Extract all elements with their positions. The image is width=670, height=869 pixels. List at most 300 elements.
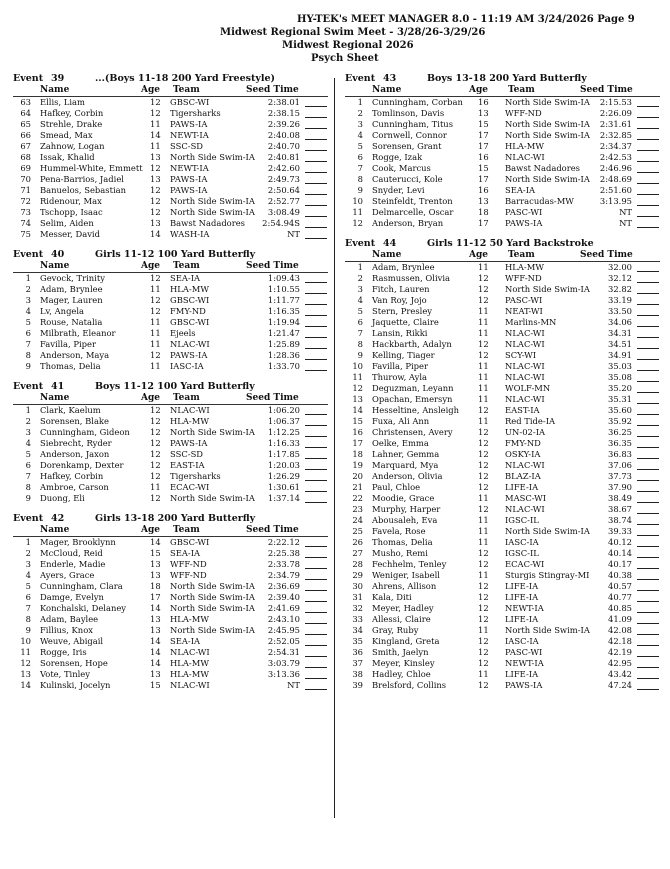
swimmer-age: 12 bbox=[150, 471, 161, 481]
swimmer-age: 12 bbox=[478, 295, 489, 305]
event-number: 44 bbox=[383, 238, 397, 249]
swimmer-team: NEWT-IA bbox=[505, 603, 544, 613]
swimmer-age: 17 bbox=[478, 218, 489, 228]
seed-time: 47.24 bbox=[608, 680, 632, 690]
result-blank-line bbox=[637, 108, 659, 118]
result-blank-line bbox=[305, 273, 327, 283]
seed-rank: 3 bbox=[357, 119, 363, 129]
result-blank-line bbox=[637, 130, 659, 140]
swimmer-name: Fitch, Lauren bbox=[372, 284, 430, 294]
swimmer-name: Fechhelm, Tenley bbox=[372, 559, 447, 569]
table-row bbox=[345, 218, 660, 229]
swimmer-team: North Side Swim-IA bbox=[170, 581, 255, 591]
header-age: Age bbox=[469, 85, 489, 95]
seed-rank: 26 bbox=[352, 537, 363, 547]
event-label: Event bbox=[13, 73, 44, 84]
seed-time: 38.49 bbox=[608, 493, 632, 503]
seed-time: 42.18 bbox=[608, 636, 632, 646]
seed-rank: 1 bbox=[25, 537, 31, 547]
result-blank-line bbox=[305, 295, 327, 305]
seed-time: NT bbox=[287, 229, 300, 239]
result-blank-line bbox=[305, 559, 327, 569]
swimmer-age: 12 bbox=[478, 438, 489, 448]
seed-time: 37.73 bbox=[608, 471, 632, 481]
table-row bbox=[13, 581, 328, 592]
swimmer-team: OSKY-IA bbox=[505, 449, 541, 459]
seed-rank: 35 bbox=[352, 636, 363, 646]
table-row bbox=[345, 207, 660, 218]
swimmer-team: PAWS-IA bbox=[170, 119, 208, 129]
result-blank-line bbox=[637, 405, 659, 415]
swimmer-team: North Side Swim-IA bbox=[170, 603, 255, 613]
seed-rank: 37 bbox=[352, 658, 363, 668]
seed-time: 35.08 bbox=[608, 372, 632, 382]
swimmer-team: NLAC-WI bbox=[170, 339, 210, 349]
seed-rank: 12 bbox=[352, 383, 363, 393]
swimmer-name: Kulinski, Jocelyn bbox=[40, 680, 111, 690]
swimmer-age: 13 bbox=[150, 559, 161, 569]
result-blank-line bbox=[637, 460, 659, 470]
header-age: Age bbox=[469, 250, 489, 260]
swimmer-team: LIFE-IA bbox=[505, 482, 539, 492]
swimmer-team: North Side Swim-IA bbox=[170, 625, 255, 635]
swimmer-age: 13 bbox=[150, 174, 161, 184]
swimmer-name: Ayers, Grace bbox=[40, 570, 95, 580]
swimmer-team: WFF-ND bbox=[505, 108, 542, 118]
left-column bbox=[13, 72, 328, 699]
swimmer-team: BLAZ-IA bbox=[505, 471, 541, 481]
swimmer-name: Lahner, Gemma bbox=[372, 449, 440, 459]
swimmer-team: NEWT-IA bbox=[170, 163, 209, 173]
swimmer-team: HLA-MW bbox=[170, 416, 209, 426]
swimmer-name: Hafkey, Corbin bbox=[40, 108, 104, 118]
seed-rank: 34 bbox=[352, 625, 363, 635]
swimmer-name: Konchalski, Delaney bbox=[40, 603, 127, 613]
seed-rank: 69 bbox=[20, 163, 31, 173]
swimmer-age: 17 bbox=[150, 592, 161, 602]
seed-rank: 32 bbox=[352, 603, 363, 613]
swimmer-team: North Side Swim-IA bbox=[170, 196, 255, 206]
seed-time: 41.09 bbox=[608, 614, 632, 624]
table-row bbox=[13, 471, 328, 482]
header-team: Team bbox=[508, 85, 535, 95]
swimmer-team: Tigersharks bbox=[170, 108, 221, 118]
seed-time: 2:48.69 bbox=[599, 174, 632, 184]
swimmer-team: IGSC-IL bbox=[505, 515, 539, 525]
swimmer-age: 12 bbox=[150, 493, 161, 503]
event-name: Boys 13-18 200 Yard Butterfly bbox=[427, 73, 587, 84]
result-blank-line bbox=[637, 427, 659, 437]
swimmer-name: Rasmussen, Olivia bbox=[372, 273, 451, 283]
seed-rank: 14 bbox=[352, 405, 363, 415]
result-blank-line bbox=[637, 196, 659, 206]
swimmer-team: North Side Swim-IA bbox=[505, 130, 590, 140]
swimmer-name: Anderson, Maya bbox=[40, 350, 110, 360]
table-row bbox=[13, 218, 328, 229]
header-team: Team bbox=[173, 261, 200, 271]
swimmer-team: MASC-WI bbox=[505, 493, 547, 503]
result-blank-line bbox=[637, 284, 659, 294]
swimmer-name: Kala, Diti bbox=[372, 592, 412, 602]
seed-time: 40.14 bbox=[608, 548, 632, 558]
swimmer-age: 11 bbox=[150, 339, 161, 349]
seed-rank: 7 bbox=[25, 603, 31, 613]
table-row bbox=[345, 152, 660, 163]
swimmer-age: 11 bbox=[478, 328, 489, 338]
seed-rank: 24 bbox=[352, 515, 363, 525]
seed-time: 42.19 bbox=[608, 647, 632, 657]
seed-time: 33.50 bbox=[608, 306, 632, 316]
swimmer-name: Fuxa, Ali Ann bbox=[372, 416, 430, 426]
swimmer-team: PAWS-IA bbox=[505, 680, 543, 690]
result-blank-line bbox=[637, 152, 659, 162]
table-row bbox=[13, 174, 328, 185]
swimmer-team: Marlins-MN bbox=[505, 317, 557, 327]
swimmer-age: 12 bbox=[150, 306, 161, 316]
swimmer-name: Murphy, Harper bbox=[372, 504, 441, 514]
swimmer-age: 12 bbox=[478, 482, 489, 492]
swimmer-name: Favilla, Piper bbox=[372, 361, 428, 371]
seed-rank: 9 bbox=[25, 361, 31, 371]
table-row bbox=[13, 636, 328, 647]
result-blank-line bbox=[637, 438, 659, 448]
swimmer-team: PAWS-IA bbox=[170, 350, 208, 360]
swimmer-name: Rogge, Izak bbox=[372, 152, 423, 162]
swimmer-team: SSC-SD bbox=[170, 449, 204, 459]
seed-rank: 31 bbox=[352, 592, 363, 602]
header-seed-time: Seed Time bbox=[246, 525, 299, 535]
table-row bbox=[13, 185, 328, 196]
seed-time: 37.06 bbox=[608, 460, 632, 470]
swimmer-age: 12 bbox=[150, 295, 161, 305]
seed-time: 2:34.79 bbox=[267, 570, 300, 580]
event-number: 42 bbox=[51, 513, 65, 524]
seed-rank: 12 bbox=[20, 658, 31, 668]
result-blank-line bbox=[305, 603, 327, 613]
seed-rank: 5 bbox=[357, 306, 363, 316]
table-row bbox=[345, 526, 660, 537]
result-blank-line bbox=[637, 625, 659, 635]
seed-time: 2:50.64 bbox=[267, 185, 300, 195]
result-blank-line bbox=[305, 460, 327, 470]
result-blank-line bbox=[637, 306, 659, 316]
result-blank-line bbox=[305, 306, 327, 316]
table-row bbox=[13, 97, 328, 108]
seed-rank: 8 bbox=[25, 614, 31, 624]
seed-rank: 20 bbox=[352, 471, 363, 481]
seed-rank: 2 bbox=[357, 108, 363, 118]
swimmer-name: Gray, Ruby bbox=[372, 625, 419, 635]
swimmer-team: NLAC-WI bbox=[170, 647, 210, 657]
seed-time: NT bbox=[619, 207, 632, 217]
swimmer-name: Tschopp, Isaac bbox=[40, 207, 103, 217]
result-blank-line bbox=[637, 614, 659, 624]
swimmer-age: 11 bbox=[478, 625, 489, 635]
table-row bbox=[13, 680, 328, 691]
seed-rank: 3 bbox=[25, 427, 31, 437]
seed-time: 1:37.14 bbox=[267, 493, 300, 503]
header-name: Name bbox=[372, 250, 402, 260]
seed-time: 2:46.96 bbox=[599, 163, 632, 173]
event-title bbox=[13, 248, 328, 261]
document-title: Psych Sheet bbox=[311, 53, 379, 64]
seed-time: 2:31.61 bbox=[599, 119, 632, 129]
seed-time: 3:13.95 bbox=[599, 196, 632, 206]
seed-rank: 9 bbox=[357, 185, 363, 195]
swimmer-name: Meyer, Kinsley bbox=[372, 658, 435, 668]
result-blank-line bbox=[637, 669, 659, 679]
swimmer-team: North Side Swim-IA bbox=[505, 526, 590, 536]
result-blank-line bbox=[637, 515, 659, 525]
swimmer-team: LIFE-IA bbox=[505, 581, 539, 591]
seed-rank: 4 bbox=[25, 570, 31, 580]
table-row bbox=[13, 328, 328, 339]
swimmer-name: Gevock, Trinity bbox=[40, 273, 105, 283]
seed-time: 40.77 bbox=[608, 592, 632, 602]
swimmer-team: NLAC-WI bbox=[505, 372, 545, 382]
swimmer-team: GBSC-WI bbox=[170, 317, 210, 327]
seed-time: 2:52.05 bbox=[267, 636, 300, 646]
table-row bbox=[345, 636, 660, 647]
seed-time: 2:42.60 bbox=[267, 163, 300, 173]
result-blank-line bbox=[305, 636, 327, 646]
seed-rank: 74 bbox=[20, 218, 31, 228]
seed-time: 2:15.53 bbox=[599, 97, 632, 107]
swimmer-team: PAWS-IA bbox=[170, 438, 208, 448]
swimmer-team: Sturgis Stingray-MI bbox=[505, 570, 590, 580]
seed-rank: 4 bbox=[25, 306, 31, 316]
swimmer-team: WOLF-MN bbox=[505, 383, 551, 393]
seed-time: 2:26.09 bbox=[599, 108, 632, 118]
event-section bbox=[13, 512, 328, 691]
table-row bbox=[345, 592, 660, 603]
seed-time: 35.60 bbox=[608, 405, 632, 415]
swimmer-age: 16 bbox=[478, 97, 489, 107]
seed-time: 3:08.49 bbox=[267, 207, 300, 217]
result-blank-line bbox=[305, 493, 327, 503]
table-row bbox=[13, 229, 328, 240]
swimmer-age: 12 bbox=[150, 196, 161, 206]
swimmer-age: 11 bbox=[150, 361, 161, 371]
seed-rank: 13 bbox=[20, 669, 31, 679]
swimmer-team: LIFE-IA bbox=[505, 669, 539, 679]
swimmer-age: 12 bbox=[478, 614, 489, 624]
seed-rank: 3 bbox=[25, 559, 31, 569]
result-blank-line bbox=[637, 537, 659, 547]
swimmer-age: 12 bbox=[478, 471, 489, 481]
swimmer-age: 11 bbox=[150, 284, 161, 294]
swimmer-name: Vote, Tinley bbox=[40, 669, 90, 679]
result-blank-line bbox=[305, 185, 327, 195]
table-row bbox=[13, 669, 328, 680]
table-row bbox=[345, 471, 660, 482]
seed-rank: 1 bbox=[357, 262, 363, 272]
swimmer-name: Pena-Barrios, Jadiel bbox=[40, 174, 124, 184]
seed-rank: 7 bbox=[25, 339, 31, 349]
swimmer-team: HLA-MW bbox=[170, 284, 209, 294]
swimmer-team: NLAC-WI bbox=[505, 460, 545, 470]
swimmer-name: Musho, Remi bbox=[372, 548, 428, 558]
event-number: 40 bbox=[51, 249, 65, 260]
swimmer-name: Ridenour, Max bbox=[40, 196, 102, 206]
result-blank-line bbox=[305, 339, 327, 349]
seed-rank: 3 bbox=[357, 284, 363, 294]
seed-rank: 6 bbox=[25, 592, 31, 602]
swimmer-age: 12 bbox=[478, 460, 489, 470]
seed-time: 36.83 bbox=[608, 449, 632, 459]
event-number: 43 bbox=[383, 73, 397, 84]
seed-rank: 3 bbox=[25, 295, 31, 305]
table-row bbox=[345, 273, 660, 284]
result-blank-line bbox=[305, 130, 327, 140]
swimmer-team: PAWS-IA bbox=[170, 185, 208, 195]
swimmer-team: NLAC-WI bbox=[505, 339, 545, 349]
swimmer-name: Christensen, Avery bbox=[372, 427, 453, 437]
seed-time: NT bbox=[287, 680, 300, 690]
swimmer-age: 11 bbox=[478, 361, 489, 371]
swimmer-age: 16 bbox=[478, 152, 489, 162]
swimmer-team: SEA-IA bbox=[505, 185, 536, 195]
seed-rank: 5 bbox=[357, 141, 363, 151]
seed-time: 34.31 bbox=[608, 328, 632, 338]
swimmer-name: Anderson, Bryan bbox=[372, 218, 444, 228]
swimmer-name: Cunningham, Titus bbox=[372, 119, 453, 129]
swimmer-age: 11 bbox=[478, 526, 489, 536]
event-name: Girls 13-18 200 Yard Butterfly bbox=[95, 513, 256, 524]
swimmer-name: Zahnow, Logan bbox=[40, 141, 105, 151]
swimmer-age: 11 bbox=[150, 317, 161, 327]
event-title bbox=[13, 512, 328, 525]
result-blank-line bbox=[637, 339, 659, 349]
swimmer-name: Kingland, Greta bbox=[372, 636, 440, 646]
seed-rank: 4 bbox=[25, 438, 31, 448]
swimmer-name: Snyder, Levi bbox=[372, 185, 425, 195]
result-blank-line bbox=[637, 163, 659, 173]
swimmer-name: Weniger, Isabell bbox=[372, 570, 440, 580]
seed-rank: 8 bbox=[25, 350, 31, 360]
swimmer-team: SEA-IA bbox=[170, 548, 201, 558]
result-blank-line bbox=[305, 163, 327, 173]
seed-time: 2:33.78 bbox=[267, 559, 300, 569]
seed-rank: 11 bbox=[352, 207, 363, 217]
event-number: 41 bbox=[51, 381, 65, 392]
swimmer-name: Smead, Max bbox=[40, 130, 93, 140]
swimmer-team: Tigersharks bbox=[170, 471, 221, 481]
result-blank-line bbox=[637, 581, 659, 591]
result-blank-line bbox=[305, 680, 327, 690]
result-blank-line bbox=[305, 581, 327, 591]
swimmer-team: NLAC-WI bbox=[505, 394, 545, 404]
table-row bbox=[13, 295, 328, 306]
swimmer-age: 13 bbox=[150, 570, 161, 580]
seed-rank: 2 bbox=[25, 284, 31, 294]
table-row bbox=[13, 119, 328, 130]
result-blank-line bbox=[305, 196, 327, 206]
result-blank-line bbox=[305, 328, 327, 338]
seed-rank: 16 bbox=[352, 427, 363, 437]
swimmer-age: 13 bbox=[150, 614, 161, 624]
swimmer-team: HLA-MW bbox=[170, 614, 209, 624]
swimmer-age: 11 bbox=[478, 515, 489, 525]
result-blank-line bbox=[637, 482, 659, 492]
seed-time: 2:52.77 bbox=[267, 196, 300, 206]
swimmer-age: 12 bbox=[150, 449, 161, 459]
swimmer-team: FMY-ND bbox=[170, 306, 206, 316]
swimmer-age: 11 bbox=[478, 570, 489, 580]
result-blank-line bbox=[637, 570, 659, 580]
table-row bbox=[345, 438, 660, 449]
result-blank-line bbox=[637, 559, 659, 569]
seed-time: 1:28.36 bbox=[267, 350, 300, 360]
table-row bbox=[345, 383, 660, 394]
header-seed-time: Seed Time bbox=[246, 85, 299, 95]
swimmer-age: 12 bbox=[478, 636, 489, 646]
event-name: Girls 11-12 50 Yard Backstroke bbox=[427, 238, 594, 249]
seed-rank: 14 bbox=[20, 680, 31, 690]
swimmer-name: Opachan, Emersyn bbox=[372, 394, 453, 404]
table-row bbox=[13, 306, 328, 317]
swimmer-team: North Side Swim-IA bbox=[505, 97, 590, 107]
seed-rank: 6 bbox=[25, 328, 31, 338]
swimmer-age: 18 bbox=[478, 207, 489, 217]
table-row bbox=[13, 647, 328, 658]
result-blank-line bbox=[305, 537, 327, 547]
swimmer-name: Adam, Brynlee bbox=[40, 284, 103, 294]
swimmer-age: 17 bbox=[478, 130, 489, 140]
table-row bbox=[13, 625, 328, 636]
seed-rank: 72 bbox=[20, 196, 31, 206]
result-blank-line bbox=[305, 449, 327, 459]
swimmer-team: NLAC-WI bbox=[505, 361, 545, 371]
result-blank-line bbox=[637, 394, 659, 404]
swimmer-age: 11 bbox=[478, 317, 489, 327]
table-header bbox=[345, 85, 660, 97]
swimmer-age: 12 bbox=[478, 559, 489, 569]
result-blank-line bbox=[637, 218, 659, 228]
seed-time: 1:21.47 bbox=[267, 328, 300, 338]
swimmer-name: Kelling, Tiager bbox=[372, 350, 435, 360]
seed-rank: 5 bbox=[25, 317, 31, 327]
result-blank-line bbox=[637, 174, 659, 184]
table-row bbox=[345, 119, 660, 130]
result-blank-line bbox=[305, 108, 327, 118]
swimmer-team: NEAT-WI bbox=[505, 306, 543, 316]
swimmer-name: Marquard, Mya bbox=[372, 460, 439, 470]
swimmer-team: North Side Swim-IA bbox=[505, 174, 590, 184]
result-blank-line bbox=[637, 548, 659, 558]
table-row bbox=[13, 537, 328, 548]
table-row bbox=[13, 361, 328, 372]
swimmer-age: 11 bbox=[150, 119, 161, 129]
seed-time: 2:42.53 bbox=[599, 152, 632, 162]
swimmer-name: Cunningham, Corban bbox=[372, 97, 463, 107]
header-team: Team bbox=[173, 393, 200, 403]
result-blank-line bbox=[637, 317, 659, 327]
seed-time: 42.08 bbox=[608, 625, 632, 635]
table-row bbox=[13, 460, 328, 471]
result-blank-line bbox=[305, 119, 327, 129]
table-row bbox=[13, 427, 328, 438]
seed-rank: 10 bbox=[20, 636, 31, 646]
swimmer-team: LIFE-IA bbox=[505, 592, 539, 602]
meet-subtitle: Midwest Regional 2026 bbox=[282, 40, 414, 51]
seed-rank: 15 bbox=[352, 416, 363, 426]
event-section bbox=[13, 380, 328, 504]
swimmer-team: HLA-MW bbox=[170, 669, 209, 679]
swimmer-name: Meyer, Hadley bbox=[372, 603, 434, 613]
seed-time: 2:34.37 bbox=[599, 141, 632, 151]
swimmer-name: Hafkey, Corbin bbox=[40, 471, 104, 481]
